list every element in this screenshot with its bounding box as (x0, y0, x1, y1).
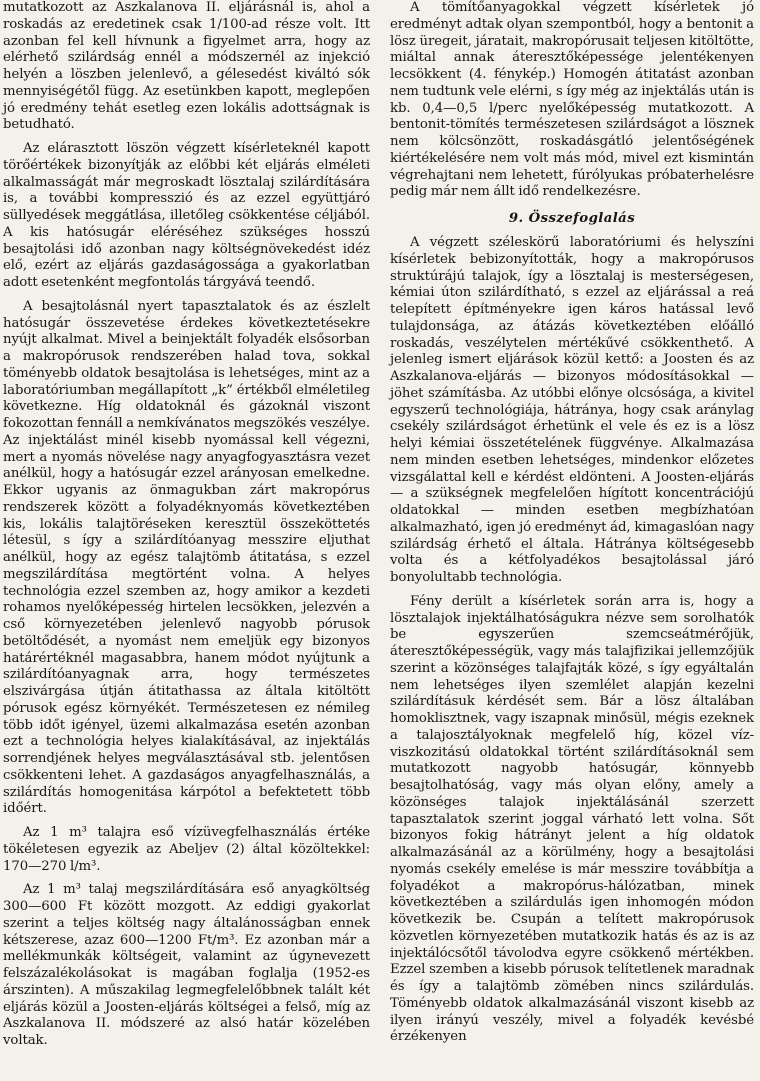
paragraph: Az elárasztott löszön végzett kísérleteknél kapott törőértékek bizonyítják az előbbi két eljárás elméleti alkalmasságát már megroskadt lösztalaj szilárdítására is, a további kompresszió és az ezzel együttjáró süllyedések meggátlása, illetőleg csökkentése céljából. A kis hatósugár eléréséhez szükséges hosszú besajtolási idő azonban nagy költségnövekedést idéz elő, ezért az eljárás gazdaságossága a gyakorlatban adott esetenként megfontolás tárgyává teendő. (3, 141, 370, 290)
paragraph: Az 1 m³ talajra eső vízüvegfelhasználás értéke tökéletesen egyezik az Abeljev (2) által közöltekkel: 170—270 l/m³. (3, 825, 370, 874)
right-column (390, 0, 754, 1046)
paragraph: mutatkozott az Aszkalanova II. eljárásnál is, ahol a roskadás az eredetinek csak 1/100-ad része volt. Itt azonban fel kell hívnunk a figyelmet arra, hogy az elérhető szilárdság ennél a módszernél az injekció helyén a löszben jelenlevő, a gélesedést kiváltó sók mennyiségétől függ. Az esetünkben kapott, meglepően jó eredmény tehát esetleg ezen lokális adottságnak is betudható. (3, 0, 370, 133)
section-heading: 9. Összefoglalás (508, 211, 636, 226)
left-column (3, 0, 370, 1050)
paragraph: A besajtolásnál nyert tapasztalatok és az észlelt hatósugár összevetése érdekes következtetésekre nyújt alkalmat. Mivel a beinjektált folyadék elsősorban a makropórusok rendszerében halad tova, sokkal töményebb oldatok besajtolása is lehetséges, mint az a laboratóriumban megállapított „k” értékből elméletileg következne. Híg oldatoknál és gázoknál viszont fokozottan fennáll a nemkívánatos megszökés veszélye. Az injektálást minél kisebb nyomással kell végezni, mert a nyomás növelése nagy anyagfogyasztásra vezet anélkül, hogy a hatósugár ezzel arányosan emelkedne. Ekkor ugyanis az önmagukban zárt makropórus rendszerek között a folyadéknyomás következtében kis, lokális talajtöréseken keresztül összeköttetés létesül, s így a szilárdítóanyag messzire eljuthat anélkül, hogy az egész talajtömb átitatása, s ezzel megszilárdítása megtörtént volna. A helyes technológia ezzel szemben az, hogy amikor a kezdeti rohamos nyelőképesség hirtelen lecsökken, jelezvén a cső környezetében jelenlevő nagyobb pórusok betöltődését, a nyomást nem emeljük egy bizonyos határértéknél magasabbra, hanem módot nyújtunk a szilárdítóanyagnak arra, hogy természetes elszivárgása útján átitathassa az általa kitöltött pórusok egész környékét. Természetesen ez némileg több időt igényel, üzemi alkalmazása esetén azonban ezt a technológia helyes kialakításával, az injektálás sorrendjének helyes megválasztásával stb. jelentősen csökkenteni lehet. A gazdaságos anyagfelhasználás, a szilárdítás homogenitása kárpótol a befektetett több időért. (3, 298, 370, 817)
paragraph: Fény derült a kísérletek során arra is, hogy a lösztalajok injektálhatóságukra nézve sem sorolhatók be egyszerűen szemcseátmérőjük, áteresztőképességük, vagy más talajfizikai jellemzőjük szerint a közönséges talajfajták közé, s így egyáltalán nem lehetséges ilyen szemlélet alapján kezelni szilárdításuk kérdését sem. Bár a lösz általában homoklisztnek, vagy iszapnak minősül, mégis ezeknek a talajosztályoknak megfelelő híg, közel víz-viszkozitású oldatokkal történt szilárdításoknál sem mutatkozott nagyobb hatósugár, könnyebb besajtolhatóság, vagy más olyan előny, amely a közönséges talajok injektálásánál szerzett tapasztalatok szerint joggal várható lett volna. Sőt bizonyos fokig hátrányt jelent a híg oldatok alkalmazásánál az a körülmény, hogy a besajtolási nyomás csekély emelése is már messzire továbbítja a folyadékot a makropórus-hálózatban, minek következtében a szilárdulás igen inhomogén módon következik be. Csupán a telített makropórusok közvetlen környezetében mutatkozik hatás és az is az injektálócsőtől távolodva egyre csökkenő mértékben. Ezzel szemben a kisebb pórusok telítetlenek maradnak és így a talajtömb zömében nincs szilárdulás. Töményebb oldatok alkalmazásánál viszont kisebb az ilyen irányú veszély, mivel a folyadék kevésbé érzékenyen (390, 593, 754, 1045)
paragraph: Az 1 m³ talaj megszilárdítására eső anyagköltség 300—600 Ft között mozgott. Az eddigi gyakorlat szerint a teljes költség nagy általánosságban ennek kétszerese, azaz 600—1200 Ft/m³. Ez azonban már a mellékmunkák költségeit, valamint az úgynevezett felszázalékolásokat is magában foglalja (1952-es árszinten). A műszakilag legmegfelelőbbnek talált két eljárás közül a Joosten-eljárás költségei a felső, míg az Aszkalanova II. módszeré az alsó határ közelében voltak. (3, 882, 370, 1048)
paragraph: A végzett széleskörű laboratóriumi és helyszíni kísérletek bebizonyították, hogy a makropórusos struktúrájú talajok, így a lösztalaj is mesterségesen, kémiai úton szilárdítható, s ezzel az eljárással a reá telepített építményekre igen káros hatással levő tulajdonsága, az átázás következtében előálló roskadás, veszélytelen mértékűvé csökkenthető. A jelenleg ismert eljárások közül kettő: a Joosten és az Aszkalanova-eljárás — bizonyos módosításokkal — jöhet számításba. Az utóbbi előnye olcsósága, a kivitel egyszerű technológiája, hátránya, hogy csak aránylag csekély szilárdságot érhetünk el vele és ez is a lösz helyi kémiai összetételének függvénye. Alkalmazása nem minden esetben lehetséges, mindenkor előzetes vizsgálattal kell e kérdést eldönteni. A Joosten-eljárás — a szükségnek megfelelően hígított koncentrációjú oldatokkal — minden esetben megbízhatóan alkalmazható, igen jó eredményt ád, kimagaslóan nagy szilárdság érhető el általa. Hátránya költségesebb volta és a kétfolyadékos besajtolással járó bonyolultabb technológia. (390, 235, 754, 585)
paragraph: A tömítőanyagokkal végzett kísérletek jó eredményt adtak olyan szempontból, hogy a bentonit a lösz üregeit, járatait, makropórusait teljesen kitöltötte, miáltal annak áteresztőképessége jelentékenyen lecsökkent (4. fénykép.) Homogén átitatást azonban nem tudtunk vele elérni, s így még az injektálás után is kb. 0,4—0,5 l/perc nyelőképesség mutatkozott. A bentonit-tömítés természetesen szilárdságot a lösznek nem kölcsönzött, roskadásgátló jelentőségének kiértékelésére nem volt más mód, mivel ezt kismintán végrehajtani nem lehetett, fúrólyukas próbaterhelésre pedig már nem állt idő rendelkezésre. (390, 0, 754, 200)
